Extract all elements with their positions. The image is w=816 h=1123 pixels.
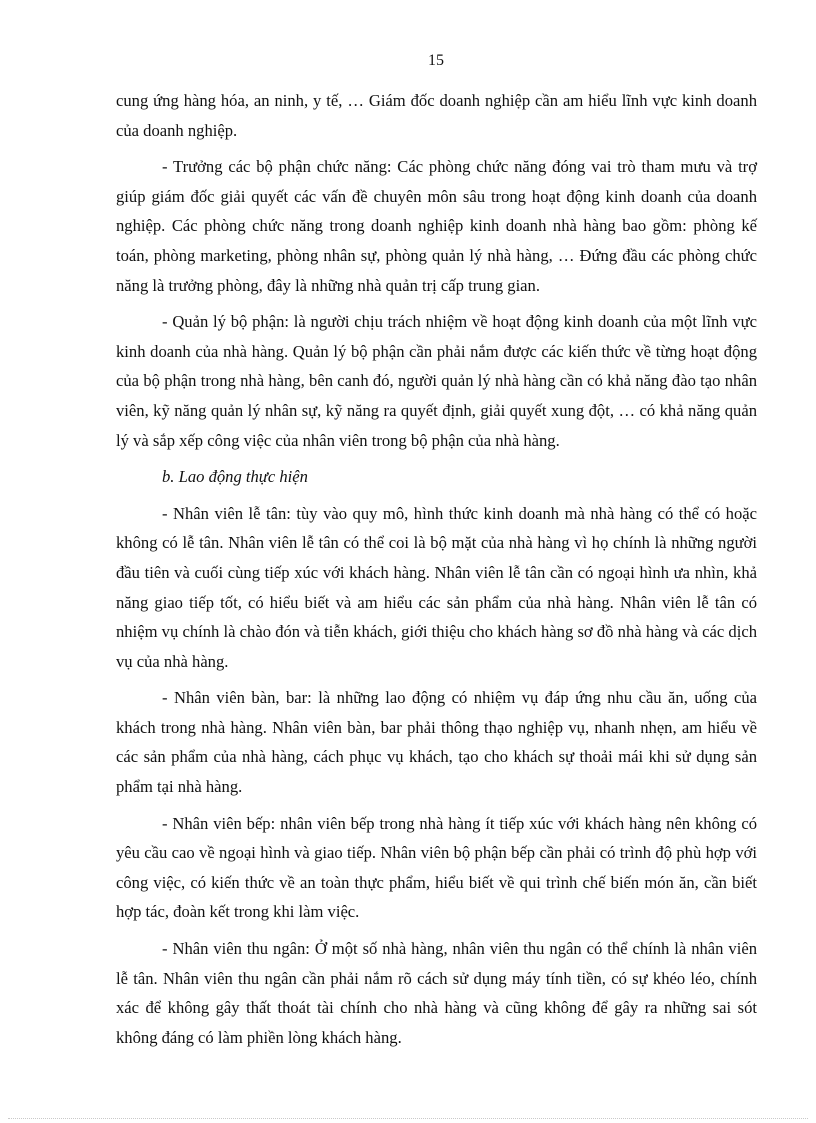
page-number: 15 — [428, 52, 444, 69]
paragraph-continuation: cung ứng hàng hóa, an ninh, y tế, … Giám đốc doanh nghiệp cần am hiểu lĩnh vực kinh doanh của doanh nghiệp. — [116, 91, 757, 140]
paragraph-quan-ly-bo-phan: - Quản lý bộ phận: là người chịu trách nhiệm về hoạt động kinh doanh của một lĩnh vực kinh doanh của nhà hàng. Quản lý bộ phận cần phải nắm được các kiến thức về từng hoạt động của bộ phận trong nhà hàng, bên canh đó, người quản lý nhà hàng cần có khả năng đào tạo nhân viên, kỹ năng quản lý nhân sự, kỹ năng ra quyết định, giải quyết xung đột, … có khả năng quản lý và sắp xếp công việc của nhân viên trong bộ phận của nhà hàng. — [116, 312, 757, 450]
paragraph-truong-bo-phan: - Trưởng các bộ phận chức năng: Các phòng chức năng đóng vai trò tham mưu và trợ giúp giám đốc giải quyết các vấn đề chuyên môn sâu trong hoạt động kinh doanh của doanh nghiệp. Các phòng chức năng trong doanh nghiệp kinh doanh nhà hàng bao gồm: phòng kế toán, phòng marketing, phòng nhân sự, phòng quản lý nhà hàng, … Đứng đầu các phòng chức năng là trưởng phòng, đây là những nhà quản trị cấp trung gian. — [116, 157, 757, 295]
section-heading: b. Lao động thực hiện — [162, 467, 308, 487]
paragraph-nhan-vien-le-tan: - Nhân viên lễ tân: tùy vào quy mô, hình thức kinh doanh mà nhà hàng có thể có hoặc không có lễ tân. Nhân viên lễ tân có thể coi là bộ mặt của nhà hàng vì họ chính là những người đầu tiên và cuối cùng tiếp xúc với khách hàng. Nhân viên lễ tân cần có ngoại hình ưa nhìn, khả năng giao tiếp tốt, có hiểu biết và am hiểu các sản phẩm của nhà hàng. Nhân viên lễ tân có nhiệm vụ chính là chào đón và tiễn khách, giới thiệu cho khách hàng sơ đồ nhà hàng và các dịch vụ của nhà hàng. — [116, 503, 757, 671]
page-bottom-border — [8, 1118, 808, 1119]
paragraph-nhan-vien-bep: - Nhân viên bếp: nhân viên bếp trong nhà hàng ít tiếp xúc với khách hàng nên không có yêu cầu cao về ngoại hình và giao tiếp. Nhân viên bộ phận bếp cần phải có trình độ phù hợp với công việc, có kiến thức về an toàn thực phẩm, hiểu biết về qui trình chế biến món ăn, cần biết hợp tác, đoàn kết trong khi làm việc. — [116, 813, 757, 922]
document-body — [116, 86, 757, 1059]
paragraph-nhan-vien-thu-ngan: - Nhân viên thu ngân: Ở một số nhà hàng, nhân viên thu ngân có thể chính là nhân viên lễ tân. Nhân viên thu ngân cần phải nắm rõ cách sử dụng máy tính tiền, có sự khéo léo, chính xác để không gây thất thoát tài chính cho nhà hàng và cũng không để gây ra những sai sót không đáng có làm phiền lòng khách hàng. — [116, 939, 757, 1047]
paragraph-nhan-vien-ban-bar: - Nhân viên bàn, bar: là những lao động có nhiệm vụ đáp ứng nhu cầu ăn, uống của khách trong nhà hàng. Nhân viên bàn, bar phải thông thạo nghiệp vụ, nhanh nhẹn, am hiểu về các sản phẩm của nhà hàng, cách phục vụ khách, tạo cho khách sự thoải mái khi sử dụng sản phẩm tại nhà hàng. — [116, 688, 757, 797]
